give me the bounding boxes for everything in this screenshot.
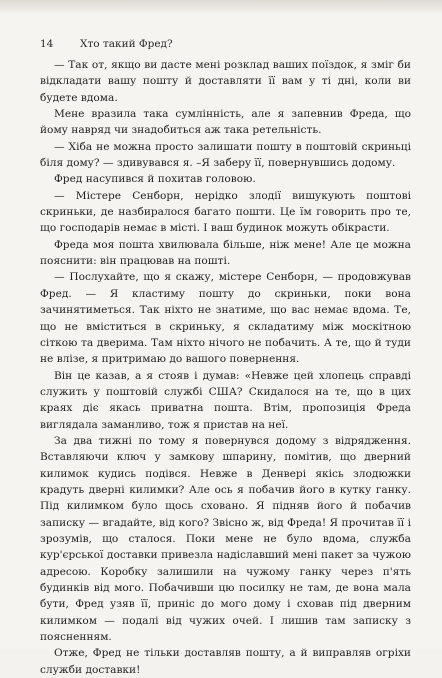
- body-text: [40, 57, 411, 678]
- page-number: 14: [40, 38, 54, 50]
- page-edge-shadow: [0, 0, 442, 14]
- paragraph: Фреда моя пошта хвилювала більше, ніж мене! Але це можна пояснити: він працював на пошті.: [40, 238, 411, 268]
- running-title: Хто такий Фред?: [80, 38, 173, 50]
- paragraph: — Містере Сенборн, нерідко злодії вишукують поштові скриньки, де назбиралося багато пошти. Це їм говорить про те, що господарів немає в місті. І ваш будинок можуть обікрасти.: [40, 189, 411, 235]
- paragraph: — Так от, якщо ви дасте мені розклад ваших поїздок, я зміг би відкладати вашу пошту й доставляти її вам у ті дні, коли ви будете вдома.: [40, 59, 411, 104]
- page-header: [40, 38, 410, 50]
- paragraph: Він це казав, а я стояв і думав: «Невже цей хлопець справді служить у поштовій службі США? Скидалося на те, що в цих краях діє якась приватна пошта. Втім, пропозиція Фреда виглядала заманливо, тож я пристав на неї.: [40, 369, 411, 431]
- paragraph: Фред насупився й похитав головою.: [54, 173, 256, 186]
- paragraph: Отже, Фред не тільки доставляв пошту, а й виправляв огріхи служби доставки!: [40, 647, 411, 676]
- paragraph: — Хіба не можна просто залишати пошту в поштовій скриньці біля дому? — здивувався я. –Я заберу її, повернувшись додому.: [40, 140, 411, 170]
- paragraph: Мене вразила така сумлінність, але я запевнив Фреда, що йому навряд чи знадобиться аж така ретельність.: [40, 108, 411, 137]
- paragraph: — Послухайте, що я скажу, містере Сенборн, — продовжував Фред. — Я кластиму пошту до скриньки, поки вона зачинятиметься. Так ніхто не знатиме, що вас немає вдома. Те, що не вміститься в скриньку, я складатиму між москітною сіткою та дверима. Там ніхто нічого не побачить. А те, що й туди не влізе, я притримаю до вашого повернення.: [40, 271, 411, 366]
- paragraph: За два тижні по тому я повернувся додому з відрядження. Вставляючи ключ у замкову шпарину, помітив, що дверний килимок кудись подівся. Невже в Денвері якісь злодюжки крадуть дверні килимки? Але ось я побачив його в кутку ганку. Під килимком було щось сховано. Я підняв його й побачив записку — вгадайте, від кого? Звісно ж, від Фреда! Я прочитав її і зрозумів, що сталося. Поки мене не було вдома, служба кур'єрської доставки привезла надіславший мені пакет за чужою адресою. Коробку залишили на чужому ганку через п'ять будинків від мого. Побачивши цю посилку не там, де вона мала бути, Фред узяв її, приніс до мого дому і сховав під дверним килимком — подалі від чужих очей. І лишив там записку з поясненням.: [40, 434, 411, 644]
